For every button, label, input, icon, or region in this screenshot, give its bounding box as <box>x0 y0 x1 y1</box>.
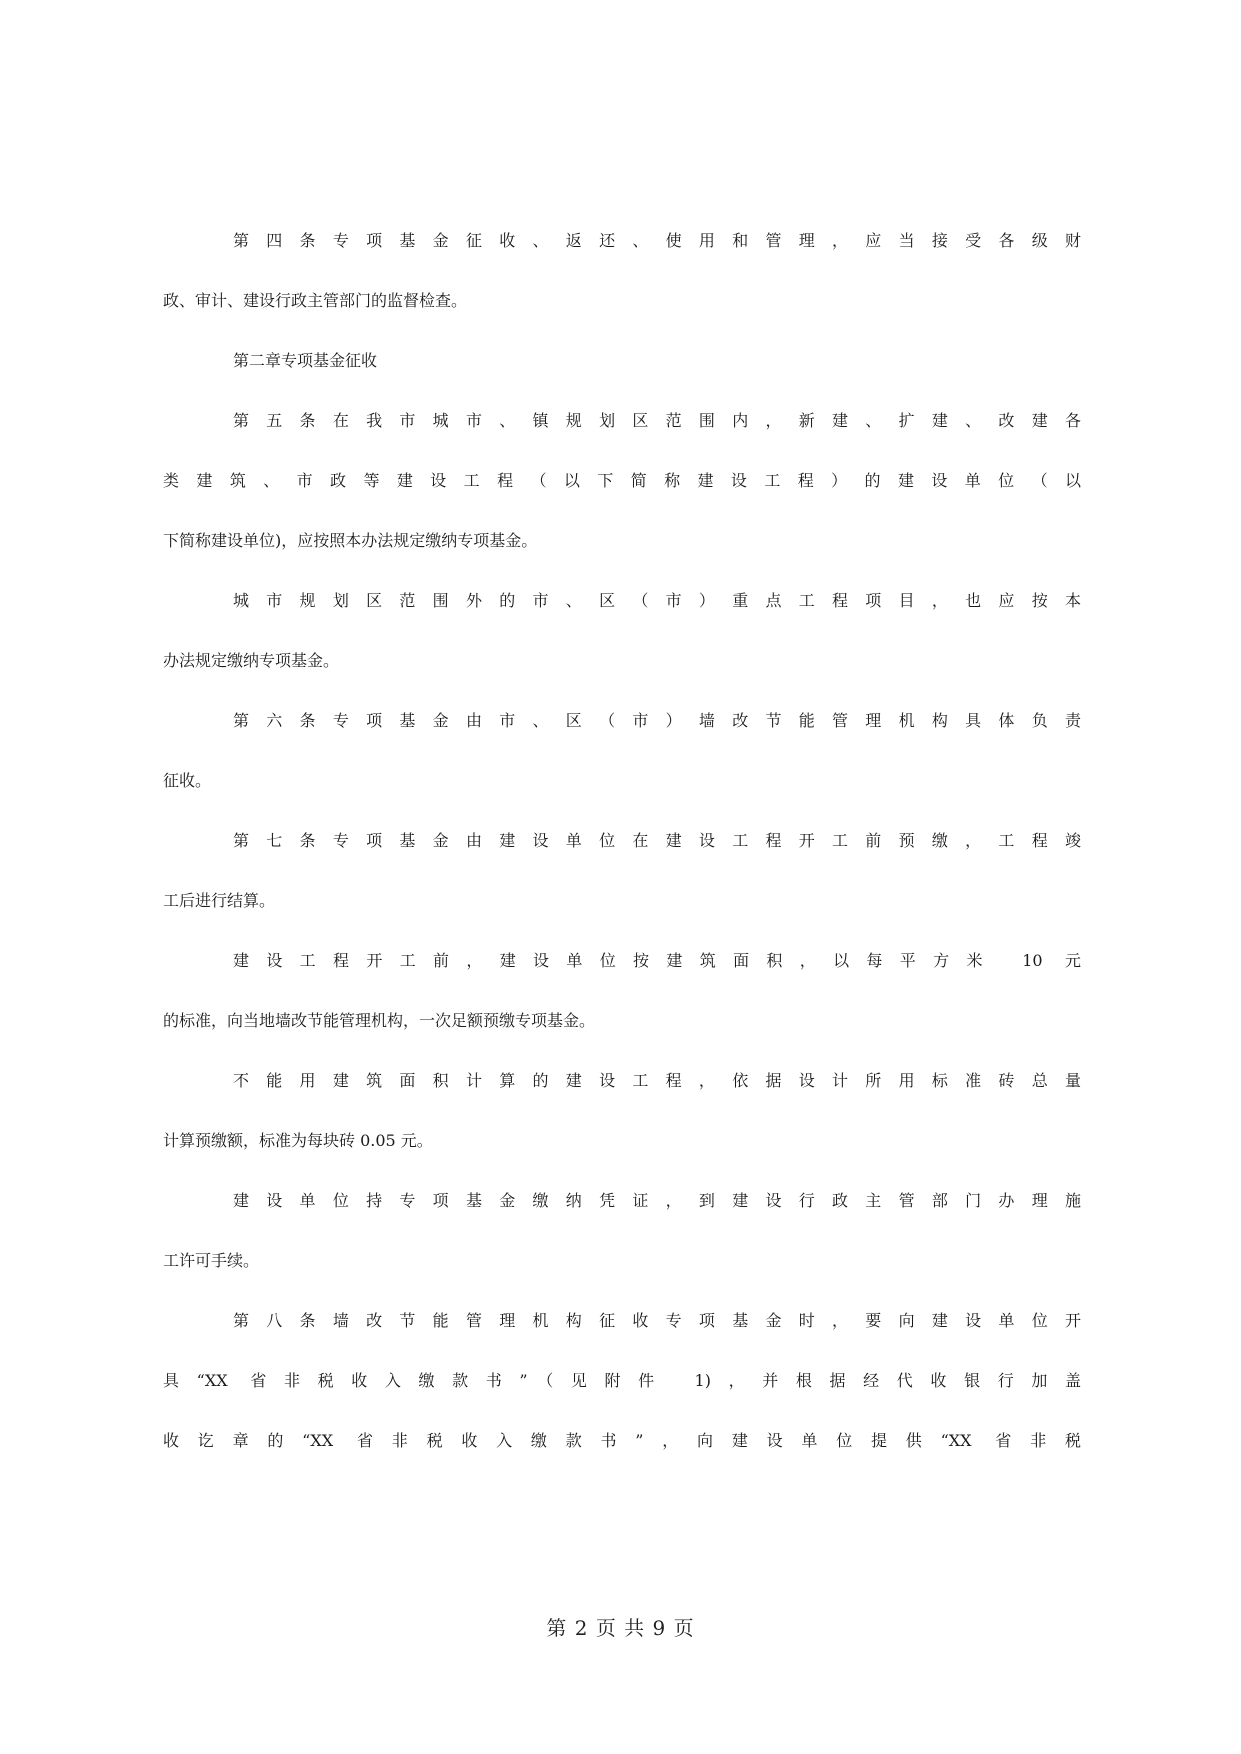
paragraph-article-7 <box>163 828 1081 948</box>
text-line: 具“XX 省非税收入缴款书”（见附件 1)，并根据经代收银行加盖 <box>163 1371 1081 1390</box>
text-line: 工许可手续。 <box>163 1251 260 1270</box>
text-line: 第七条专项基金由建设单位在建设工程开工前预缴，工程竣 <box>233 831 1081 850</box>
paragraph-article-6 <box>163 708 1081 828</box>
text-line: 建设工程开工前，建设单位按建筑面积，以每平方米 10 元 <box>233 951 1081 970</box>
paragraph-permit <box>163 1188 1081 1308</box>
text-line: 下简称建设单位)，应按照本办法规定缴纳专项基金。 <box>163 531 538 550</box>
text-line: 政、审计、建设行政主管部门的监督检查。 <box>163 291 468 310</box>
document-body <box>163 228 1081 1488</box>
text-line: 办法规定缴纳专项基金。 <box>163 651 340 670</box>
paragraph-article-8 <box>163 1308 1081 1488</box>
text-line: 类建筑、市政等建设工程（以下简称建设工程）的建设单位（以 <box>163 471 1081 490</box>
paragraph-outside-area <box>163 588 1081 708</box>
text-line: 第八条墙改节能管理机构征收专项基金时，要向建设单位开 <box>233 1311 1081 1330</box>
paragraph-article-5 <box>163 408 1081 588</box>
text-line: 的标准，向当地墙改节能管理机构，一次足额预缴专项基金。 <box>163 1011 596 1030</box>
paragraph-article-4 <box>163 228 1081 348</box>
text-line: 第四条专项基金征收、返还、使用和管理，应当接受各级财 <box>233 231 1081 250</box>
text-line: 收讫章的“XX 省非税收入缴款书”，向建设单位提供“XX 省非税 <box>163 1431 1081 1450</box>
text-line: 不能用建筑面积计算的建设工程，依据设计所用标准砖总量 <box>233 1071 1081 1090</box>
text-line: 计算预缴额，标准为每块砖 0.05 元。 <box>163 1131 433 1150</box>
page-number-footer: 第 2 页 共 9 页 <box>546 1616 695 1640</box>
text-line: 城市规划区范围外的市、区（市）重点工程项目，也应按本 <box>233 591 1081 610</box>
chapter-heading <box>163 348 1081 408</box>
paragraph-prepayment-brick <box>163 1068 1081 1188</box>
text-line: 工后进行结算。 <box>163 891 276 910</box>
paragraph-prepayment-area <box>163 948 1081 1068</box>
text-line: 第五条在我市城市、镇规划区范围内，新建、扩建、改建各 <box>233 411 1081 430</box>
text-line: 第六条专项基金由市、区（市）墙改节能管理机构具体负责 <box>233 711 1081 730</box>
text-line: 第二章专项基金征收 <box>233 351 378 370</box>
text-line: 征收。 <box>163 771 212 790</box>
text-line: 建设单位持专项基金缴纳凭证，到建设行政主管部门办理施 <box>233 1191 1081 1210</box>
